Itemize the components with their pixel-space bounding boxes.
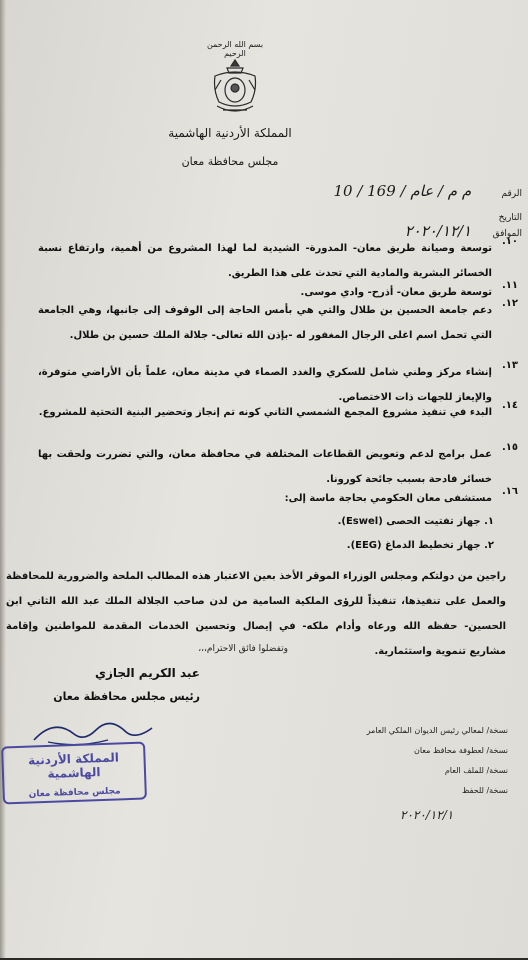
kingdom-name: المملكة الأردنية الهاشمية (168, 126, 292, 140)
list-item (38, 400, 518, 425)
coat-of-arms-icon (207, 56, 263, 118)
sub-item (338, 516, 494, 527)
signer-title: رئيس مجلس محافظة معان (53, 690, 200, 703)
item-text: توسعة وصيانة طريق معان- المدورة- الشيدية لما لهذا المشروع من أهمية، وارتفاع نسبة الخسائر البشرية والمادية التي تحدث على هذا الطريق. (38, 243, 492, 279)
copy-line: نسخة/ للحفظ (462, 786, 508, 795)
list-item (38, 236, 518, 286)
basmala: بسم الله الرحمن الرحيم (206, 40, 264, 58)
sub-item-number: ١. (484, 516, 494, 527)
sub-item-text: جهاز تفتيت الحصى (Eswel). (337, 516, 481, 527)
item-text: مستشفى معان الحكومي بحاجة ماسة إلى: (284, 493, 492, 504)
closing-paragraph: راجين من دولتكم ومجلس الوزراء الموقر الأخذ بعين الاعتبار هذه المطالب الملحة والضرورية للمحافظة والعمل على تنفيذها، تنفيذاً للرؤى الملكية السامية من لدن صاحب الجلالة الملك عبد الله الثاني ابن الحسين- حفظه الله ورعاه وأدام ملكه- في إيصال وتحسين الخدمات المقدمة للمواطنين وإقامة مشاريع تنموية واستثمارية. (6, 571, 506, 657)
item-text: دعم جامعة الحسين بن طلال والتي هي بأمس الحاجة إلى الوقوف إلى جانبها، وهي الجامعة التي تحمل اسم اغلى الرجال المغفور له -بإذن الله تعالى- جلالة الملك حسين بن طلال. (38, 305, 492, 341)
signer-name: عبد الكريم الجازي (94, 666, 200, 680)
reference-row (333, 182, 522, 200)
copy-line: نسخة/ لمعالي رئيس الديوان الملكي العامر (366, 726, 508, 735)
list-item (38, 298, 518, 348)
item-text: إنشاء مركز وطني شامل للسكري والغدد الصماء في مدينة معان، علماً بأن الأراضي متوفرة، والإيعاز للجهات ذات الاختصاص. (38, 367, 492, 403)
item-number: ١٠. (501, 236, 518, 247)
item-text: البدء في تنفيذ مشروع المجمع الشمسي الثاني كونه تم إنجاز وتحضير البنية التحتية للمشروع. (38, 407, 492, 418)
handwritten-date: ٢٠٢٠/١٢/١ (400, 808, 454, 822)
item-number: ١٣. (501, 360, 518, 371)
date-label: التاريخ (498, 213, 522, 223)
council-name: مجلس محافظة معان (181, 155, 279, 168)
reference-value: م م / عام / 169 / 10 (333, 182, 472, 200)
regards-line: وتفضلوا فائق الاحترام،،، (198, 644, 288, 654)
item-number: ١١. (501, 280, 518, 291)
item-number: ١٢. (501, 298, 518, 309)
sub-item-number: ٢. (484, 540, 494, 551)
copy-line: نسخة/ لعطوفة محافظ معان (413, 746, 508, 755)
item-text: عمل برامج لدعم وتعويض القطاعات المختلفة في محافظة معان، والتي تضررت ولحقت بها خسائر فادحة بسبب جائحة كورونا. (38, 449, 492, 485)
item-number: ١٤. (501, 400, 518, 411)
page-shadow (0, 0, 6, 958)
stamp-line-1: المملكة الأردنية الهاشمية (27, 750, 120, 781)
reference-label: الرقم (501, 189, 522, 199)
stamp-line-2: مجلس محافظة معان (28, 786, 121, 800)
list-item (38, 442, 518, 492)
sub-item-text: جهاز تخطيط الدماغ (EEG). (346, 540, 481, 551)
item-number: ١٥. (501, 442, 518, 453)
copy-line: نسخة/ للملف العام (444, 766, 508, 775)
list-item (38, 486, 518, 511)
official-stamp (1, 742, 147, 805)
item-text: توسعة طريق معان- أذرح- وادي موسى. (300, 287, 492, 298)
item-number: ١٦. (501, 486, 518, 497)
corresponding-label: الموافق (492, 229, 522, 239)
sub-item (347, 540, 494, 551)
corresponding-value: ٢٠٢٠/١٢/١ (404, 222, 472, 240)
